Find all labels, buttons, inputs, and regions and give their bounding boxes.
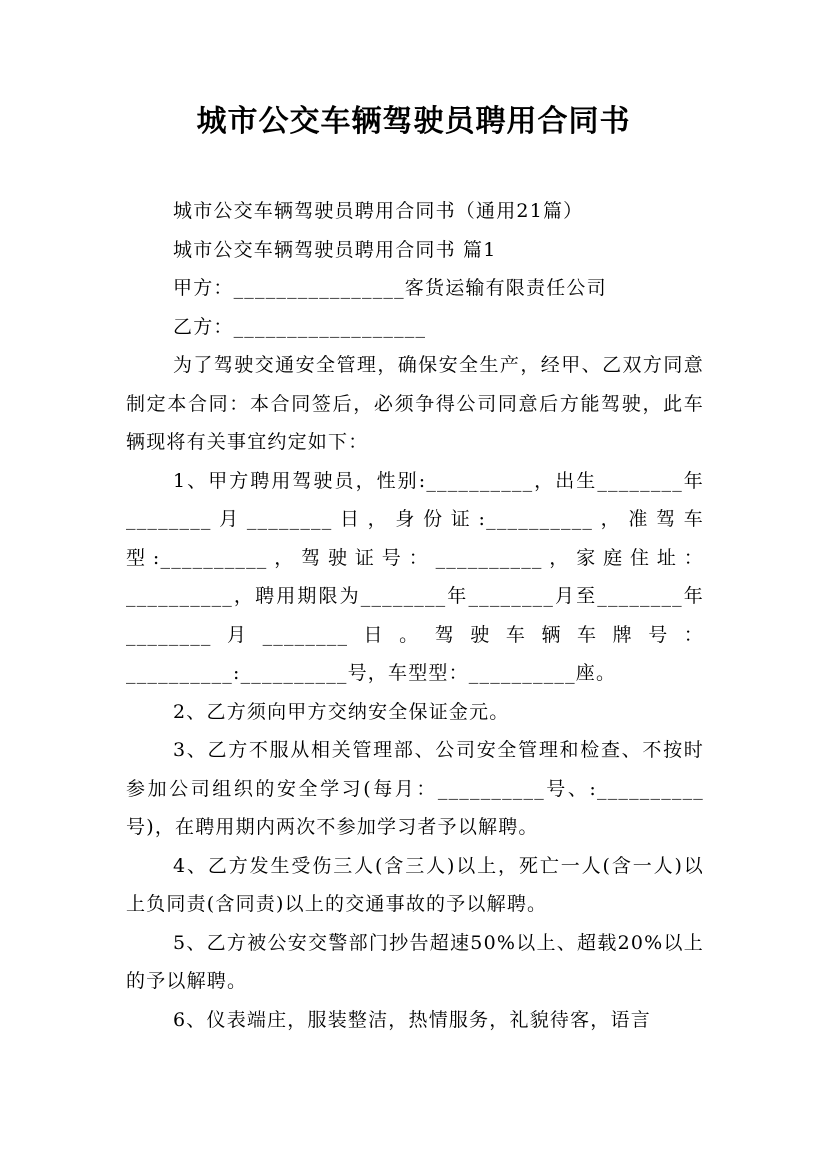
section-heading: 城市公交车辆驾驶员聘用合同书 篇1 — [173, 238, 497, 261]
clause-4-paragraph: 4、乙方发生受伤三人(含三人)以上，死亡一人(含一人)以上负同责(含同责)以上的交通事故的予以解聘。 — [126, 854, 704, 915]
subtitle-paragraph: 城市公交车辆驾驶员聘用合同书（通用21篇） — [173, 200, 584, 222]
clause-3-paragraph: 3、乙方不服从相关管理部、公司安全管理和检查、不按时参加公司组织的安全学习(每月：__________号、:__________号)，在聘用期内两次不参加学习者予以解聘。 — [126, 739, 704, 838]
party-a-line: 甲方：________________客货运输有限责任公司 — [173, 277, 607, 299]
clause-5-paragraph: 5、乙方被公安交警部门抄告超速50%以上、超载20%以上的予以解聘。 — [126, 931, 704, 992]
clause-2-paragraph: 2、乙方须向甲方交纳安全保证金元。 — [173, 700, 510, 723]
preamble-paragraph: 为了驾驶交通安全管理，确保安全生产，经甲、乙双方同意制定本合同：本合同签后，必须争得公司同意后方能驾驶，此车辆现将有关事宜约定如下： — [126, 354, 704, 453]
party-b-line: 乙方：__________________ — [173, 315, 427, 338]
clause-6-paragraph: 6、仪表端庄，服装整洁，热情服务，礼貌待客，语言 — [173, 1008, 651, 1031]
document-body — [126, 192, 704, 1039]
clause-1-paragraph: 1、甲方聘用驾驶员，性别:__________，出生________年________月________日，身份证:__________，准驾车型:__________，驾驶证号：__________，家庭住址：__________，聘用期限为________年________月至________年________月________日。驾驶车辆车牌号：__________:__________号，车型型：__________座。 — [126, 469, 704, 684]
document-title: 城市公交车辆驾驶员聘用合同书 — [196, 104, 631, 139]
